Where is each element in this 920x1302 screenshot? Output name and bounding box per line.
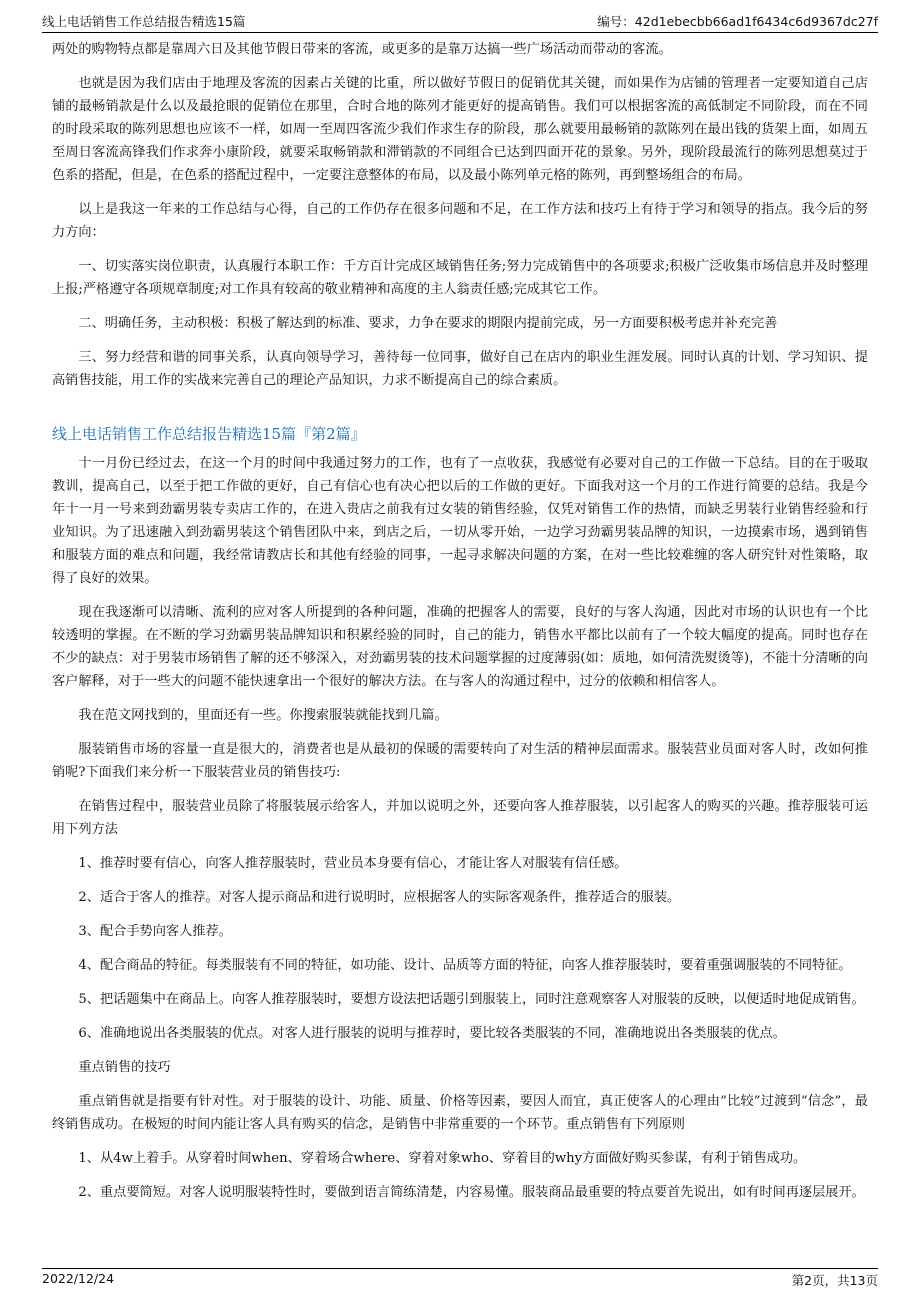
footer-date: 2022/12/24 bbox=[42, 1271, 115, 1286]
list-item: 2、适合于客人的推荐。对客人提示商品和进行说明时，应根据客人的实际客观条件，推荐适合的服装。 bbox=[78, 890, 681, 905]
page-footer bbox=[42, 1268, 878, 1291]
document-title: 线上电话销售工作总结报告精选15篇 bbox=[42, 14, 246, 29]
list-item: 4、配合商品的特征。每类服装有不同的特征，如功能、设计、品质等方面的特征，向客人推荐服装时，要着重强调服装的不同特征。 bbox=[78, 958, 852, 973]
subheading: 重点销售的技巧 bbox=[78, 1060, 171, 1075]
list-item: 1、推荐时要有信心，向客人推荐服装时，营业员本身要有信心，才能让客人对服装有信任感。 bbox=[78, 856, 628, 871]
list-item: 2、重点要简短。对客人说明服装特性时，要做到语言简练清楚，内容易懂。服装商品最重要的特点要首先说出，如有时间再逐层展开。 bbox=[78, 1185, 865, 1200]
list-item: 3、配合手势向客人推荐。 bbox=[78, 924, 232, 939]
paragraph: 三、努力经营和谐的同事关系，认真向领导学习，善待每一位同事，做好自己在店内的职业生涯发展。同时认真的计划、学习知识、提高销售技能，用工作的实战来完善自己的理论产品知识，力求不断提高自己的综合素质。 bbox=[52, 350, 868, 388]
paragraph: 二、明确任务，主动积极：积极了解达到的标准、要求，力争在要求的期限内提前完成，另一方面要积极考虑并补充完善 bbox=[78, 316, 778, 331]
paragraph: 两处的购物特点都是靠周六日及其他节假日带来的客流，或更多的是靠万达搞一些广场活动而带动的客流。 bbox=[52, 42, 672, 57]
page-number: 第2页，共13页 bbox=[791, 1273, 878, 1288]
page-header bbox=[42, 10, 878, 33]
list-item: 6、准确地说出各类服装的优点。对客人进行服装的说明与推荐时，要比较各类服装的不同，准确地说出各类服装的优点。 bbox=[78, 1026, 786, 1041]
document-id: 编号：42d1ebecbb66ad1f6434c6d9367dc27f bbox=[597, 14, 878, 29]
paragraph: 服装销售市场的容量一直是很大的，消费者也是从最初的保暖的需要转向了对生活的精神层面需求。服装营业员面对客人时，改如何推销呢?下面我们来分析一下服装营业员的销售技巧: bbox=[52, 742, 868, 780]
section-title: 线上电话销售工作总结报告精选15篇『第2篇』 bbox=[52, 425, 366, 443]
list-item: 5、把话题集中在商品上。向客人推荐服装时，要想方设法把话题引到服装上，同时注意观察客人对服装的反映，以便适时地促成销售。 bbox=[78, 992, 865, 1007]
paragraph: 也就是因为我们店由于地理及客流的因素占关键的比重，所以做好节假日的促销优其关键，而如果作为店铺的管理者一定要知道自己店铺的最畅销款是什么以及最抢眼的促销位在那里，合时合地的陈列才能更好的提高销售。我们可以根据客流的高低制定不同阶段，而在不同的时段采取的陈列思想也应该不一样，如周一至周四客流少我们作求生存的阶段，那么就要用最畅销的款陈列在最出钱的货架上面，如周五至周日客流高锋我们作求奔小康阶段，就要采取畅销款和滞销款的不同组合已达到四面开花的景象。另外，现阶段最流行的陈列思想莫过于色系的搭配，但是，在色系的搭配过程中，一定要注意整体的布局，以及最小陈列单元格的陈列，再到整场组合的布局。 bbox=[52, 76, 868, 183]
paragraph: 以上是我这一年来的工作总结与心得，自己的工作仍存在很多问题和不足，在工作方法和技巧上有待于学习和领导的指点。我今后的努力方向： bbox=[52, 202, 868, 240]
paragraph: 十一月份已经过去，在这一个月的时间中我通过努力的工作，也有了一点收获，我感觉有必要对自己的工作做一下总结。目的在于吸取教训，提高自己，以至于把工作做的更好，自己有信心也有决心把以后的工作做的更好。下面我对这一个月的工作进行简要的总结。我是今年十一月一号来到劲霸男装专卖店工作的，在进入贵店之前我有过女装的销售经验，仅凭对销售工作的热情，而缺乏男装行业销售经验和行业知识。为了迅速融入到劲霸男装这个销售团队中来，到店之后，一切从零开始，一边学习劲霸男装品牌的知识，一边摸索市场，遇到销售和服装方面的难点和问题，我经常请教店长和其他有经验的同事，一起寻求解决问题的方案，在对一些比较难缠的客人研究针对性策略，取得了良好的效果。 bbox=[52, 456, 868, 586]
paragraph: 重点销售就是指要有针对性。对于服装的设计、功能、质量、价格等因素，要因人而宜，真正使客人的心理由“比较”过渡到“信念”，最终销售成功。在极短的时间内能让客人具有购买的信念，是销售中非常重要的一个环节。重点销售有下列原则 bbox=[52, 1094, 868, 1132]
list-item: 1、从4w上着手。从穿着时间when、穿着场合where、穿着对象who、穿着目的why方面做好购买参谋，有利于销售成功。 bbox=[78, 1151, 807, 1166]
paragraph: 在销售过程中，服装营业员除了将服装展示给客人，并加以说明之外，还要向客人推荐服装，以引起客人的购买的兴趣。推荐服装可运用下列方法 bbox=[52, 799, 868, 837]
paragraph: 我在范文网找到的，里面还有一些。你搜索服装就能找到几篇。 bbox=[78, 708, 448, 723]
document-body bbox=[52, 38, 868, 1215]
paragraph: 一、切实落实岗位职责，认真履行本职工作：千方百计完成区域销售任务;努力完成销售中的各项要求;积极广泛收集市场信息并及时整理上报;严格遵守各项规章制度;对工作具有较高的敬业精神和高度的主人翁责任感;完成其它工作。 bbox=[52, 259, 868, 297]
paragraph: 现在我逐渐可以清晰、流利的应对客人所提到的各种问题，准确的把握客人的需要，良好的与客人沟通，因此对市场的认识也有一个比较透明的掌握。在不断的学习劲霸男装品牌知识和积累经验的同时，自己的能力，销售水平都比以前有了一个较大幅度的提高。同时也存在不少的缺点：对于男装市场销售了解的还不够深入，对劲霸男装的技术问题掌握的过度薄弱(如：质地，如何清洗熨烫等)，不能十分清晰的向客户解释，对于一些大的问题不能快速拿出一个很好的解决方法。在与客人的沟通过程中，过分的依赖和相信客人。 bbox=[52, 605, 868, 689]
